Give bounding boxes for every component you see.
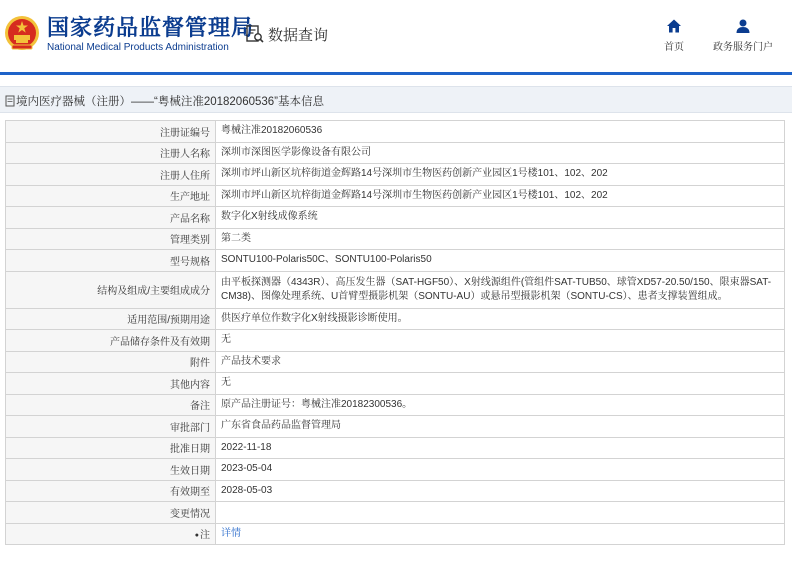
field-value: 供医疗单位作数字化X射线摄影诊断使用。 bbox=[216, 308, 785, 330]
magnifier-document-icon bbox=[245, 24, 265, 44]
table-row bbox=[6, 437, 785, 459]
field-value: 产品技术要求 bbox=[216, 351, 785, 373]
field-value: 原产品注册证号：粤械注准20182300536。 bbox=[216, 394, 785, 416]
field-label: 注册人住所 bbox=[6, 164, 216, 186]
field-label: 注 bbox=[200, 530, 210, 542]
table-row bbox=[6, 416, 785, 438]
user-icon bbox=[735, 18, 751, 34]
bullet-icon: ● bbox=[194, 532, 199, 540]
table-row bbox=[6, 459, 785, 481]
field-label: 产品储存条件及有效期 bbox=[6, 330, 216, 352]
field-value: 无 bbox=[216, 373, 785, 395]
field-value: SONTU100-Polaris50C、SONTU100-Polaris50 bbox=[216, 250, 785, 272]
table-row bbox=[6, 308, 785, 330]
field-label: 有效期至 bbox=[6, 480, 216, 502]
field-value: 无 bbox=[216, 330, 785, 352]
nav-portal-label: 政务服务门户 bbox=[713, 42, 773, 53]
field-label: 批准日期 bbox=[6, 437, 216, 459]
table-row bbox=[6, 142, 785, 164]
table-row bbox=[6, 250, 785, 272]
field-label: 附件 bbox=[6, 351, 216, 373]
field-value: 2028-05-03 bbox=[216, 480, 785, 502]
field-value: 由平板探测器（4343R）、高压发生器（SAT-HGF50）、X射线源组件(管组件SAT-TUB50、球管XD57-20.50/150、限束器SAT-CM38)、图像处理系统、U首臂型摄影机架（SONTU-AU）或悬吊型摄影机架（SONTU-CS）、患者支撑装置组成。 bbox=[216, 271, 785, 308]
field-value: 2022-11-18 bbox=[216, 437, 785, 459]
field-label: 管理类别 bbox=[6, 228, 216, 250]
field-label: 变更情况 bbox=[6, 502, 216, 524]
field-value: 广东省食品药品监督管理局 bbox=[216, 416, 785, 438]
data-query-link[interactable] bbox=[245, 23, 328, 45]
device-info-table bbox=[5, 120, 785, 545]
table-row bbox=[6, 271, 785, 308]
breadcrumb-text: 境内医疗器械（注册）——“粤械注准20182060536”基本信息 bbox=[16, 96, 325, 108]
field-value: 数字化X射线成像系统 bbox=[216, 207, 785, 229]
table-row bbox=[6, 480, 785, 502]
brand-title-cn[interactable]: 国家药品监督管理局 bbox=[47, 15, 255, 40]
table-row bbox=[6, 228, 785, 250]
table-row bbox=[6, 164, 785, 186]
nav-portal[interactable] bbox=[708, 18, 778, 53]
field-label: 生效日期 bbox=[6, 459, 216, 481]
table-row bbox=[6, 207, 785, 229]
field-label: 适用范围/预期用途 bbox=[6, 308, 216, 330]
note-value-cell bbox=[216, 523, 785, 545]
breadcrumb bbox=[0, 86, 792, 113]
nav-home[interactable] bbox=[659, 18, 689, 53]
field-label: 型号规格 bbox=[6, 250, 216, 272]
field-label: 注册证编号 bbox=[6, 121, 216, 143]
field-value bbox=[216, 502, 785, 524]
table-row bbox=[6, 185, 785, 207]
field-label: 审批部门 bbox=[6, 416, 216, 438]
table-row bbox=[6, 330, 785, 352]
table-row bbox=[6, 523, 785, 545]
data-query-label: 数据查询 bbox=[268, 26, 329, 44]
brand-title-en[interactable]: National Medical Products Administration bbox=[47, 42, 229, 53]
table-row bbox=[6, 121, 785, 143]
header-divider bbox=[0, 72, 792, 75]
table-row bbox=[6, 502, 785, 524]
details-link[interactable]: 详情 bbox=[221, 527, 241, 539]
field-value: 深圳市深图医学影像设备有限公司 bbox=[216, 142, 785, 164]
table-row bbox=[6, 373, 785, 395]
field-value: 深圳市坪山新区坑梓街道金辉路14号深圳市生物医药创新产业园区1号楼101、102、202 bbox=[216, 185, 785, 207]
field-label: 生产地址 bbox=[6, 185, 216, 207]
site-header bbox=[0, 0, 792, 72]
home-icon bbox=[666, 18, 682, 34]
field-label: 注册人名称 bbox=[6, 142, 216, 164]
breadcrumb-title bbox=[5, 93, 324, 109]
field-label: 结构及组成/主要组成成分 bbox=[6, 271, 216, 308]
document-icon bbox=[5, 95, 15, 107]
field-label: 其他内容 bbox=[6, 373, 216, 395]
field-value: 深圳市坪山新区坑梓街道金辉路14号深圳市生物医药创新产业园区1号楼101、102、202 bbox=[216, 164, 785, 186]
field-value: 第二类 bbox=[216, 228, 785, 250]
field-label: 备注 bbox=[6, 394, 216, 416]
field-value: 2023-05-04 bbox=[216, 459, 785, 481]
note-label-cell bbox=[6, 523, 216, 545]
field-value: 粤械注准20182060536 bbox=[216, 121, 785, 143]
field-label: 产品名称 bbox=[6, 207, 216, 229]
national-emblem-icon bbox=[4, 13, 40, 53]
table-row bbox=[6, 351, 785, 373]
nav-home-label: 首页 bbox=[664, 42, 684, 53]
table-row bbox=[6, 394, 785, 416]
